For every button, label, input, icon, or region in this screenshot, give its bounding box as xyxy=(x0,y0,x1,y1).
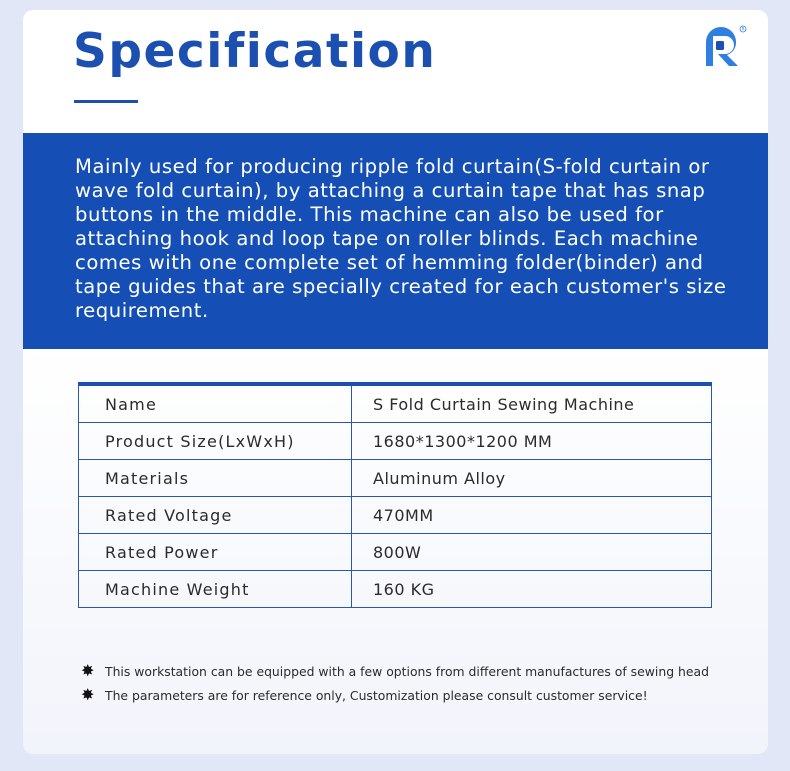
page-title: Specification xyxy=(73,24,437,79)
star-burst-icon: ✸ xyxy=(81,685,95,704)
spec-value: 800W xyxy=(352,534,712,571)
spec-value: 470MM xyxy=(352,497,712,534)
spec-label: Product Size(LxWxH) xyxy=(79,423,352,460)
spec-label: Name xyxy=(79,384,352,423)
spec-value: 1680*1300*1200 MM xyxy=(352,423,712,460)
star-burst-icon: ✸ xyxy=(81,661,95,680)
spec-label: Machine Weight xyxy=(79,571,352,608)
brand-logo-icon xyxy=(703,24,747,70)
spec-label: Rated Voltage xyxy=(79,497,352,534)
spec-value: Aluminum Alloy xyxy=(352,460,712,497)
description-band xyxy=(23,133,768,349)
table-row xyxy=(79,497,712,534)
spec-label: Rated Power xyxy=(79,534,352,571)
spec-table xyxy=(78,382,712,608)
table-row xyxy=(79,571,712,608)
spec-value: S Fold Curtain Sewing Machine xyxy=(352,384,712,423)
spec-card xyxy=(23,10,768,754)
note-text: This workstation can be equipped with a few options from different manufactures of sewing head xyxy=(105,663,709,679)
description-text: Mainly used for producing ripple fold curtain(S-fold curtain or wave fold curtain), by attaching a curtain tape that has snap buttons in the middle. This machine can also be used for attaching hook and loop tape on roller blinds. Each machine comes with one complete set of hemming folder(binder) and tape guides that are specially created for each customer's size requirement. xyxy=(75,155,727,322)
note-text: The parameters are for reference only, Customization please consult customer service! xyxy=(105,687,648,703)
table-row xyxy=(79,460,712,497)
list-item xyxy=(81,659,761,683)
notes-list xyxy=(81,659,761,707)
spec-value: 160 KG xyxy=(352,571,712,608)
table-row xyxy=(79,384,712,423)
table-row xyxy=(79,534,712,571)
svg-text:R: R xyxy=(741,26,745,32)
list-item xyxy=(81,683,761,707)
table-row xyxy=(79,423,712,460)
spec-label: Materials xyxy=(79,460,352,497)
title-underline xyxy=(74,100,138,103)
